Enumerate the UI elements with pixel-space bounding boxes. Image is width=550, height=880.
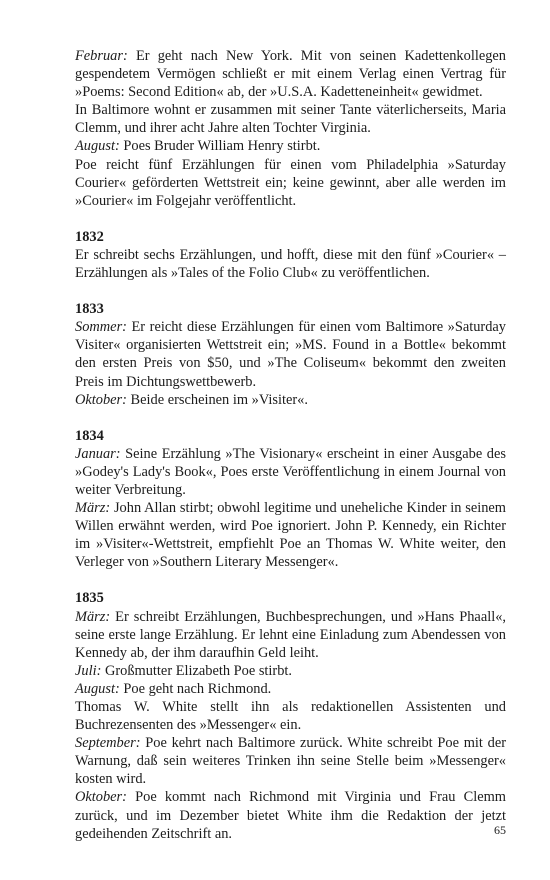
chronology-entry [75,156,506,210]
year-heading: 1832 [75,228,104,245]
entry-text: Er reicht diese Erzählungen für einen vom Baltimore »Saturday Visiter« organisierten Wettstreit ein; »MS. Found in a Bottle« bekommt den ersten Preis von $50, und »The Coliseum« bekommt den zweiten Preis im Dichtungswettbewerb. [75,319,506,390]
chronology-entry [75,788,506,842]
entry-month-label: März: [75,608,111,625]
entry-month-label: Juli: [75,662,102,679]
year-heading: 1834 [75,427,104,444]
entry-text: Seine Erzählung »The Visionary« erscheint in einer Ausgabe des »Godey's Lady's Book«, Poes erste Veröffentlichung in einem Journal von weiter Verbreitung. [75,445,506,498]
entry-text: Poe geht nach Richmond. [119,680,272,697]
year-section-1833 [75,300,506,409]
chronology-entry [75,101,506,137]
entry-text: Poes Bruder William Henry stirbt. [119,138,321,155]
chronology-entry [75,662,506,680]
entry-text: Er schreibt sechs Erzählungen, und hofft, diese mit den fünf »Courier« –Erzählungen als »Tales of the Folio Club« zu veröffentlichen. [75,246,506,282]
chronology-text [75,47,506,843]
entry-text: Beide erscheinen im »Visiter«. [126,391,308,408]
chronology-entry [75,698,506,734]
entry-text: Poe kommt nach Richmond mit Virginia und Frau Clemm zurück, und im Dezember bietet White ihm die Redaktion der jetzt gedeihenden Zeitschrift an. [75,789,506,842]
entry-month-label: März: [75,500,111,517]
year-section-1834 [75,427,506,572]
chronology-entry [75,47,506,101]
entry-month-label: Januar: [75,445,121,462]
entry-month-label: August: [75,680,120,697]
entry-month-label: August: [75,138,120,155]
entry-text: John Allan stirbt; obwohl legitime und uneheliche Kinder in seinem Willen erwähnt werden, wird Poe ignoriert. John P. Kennedy, ein Richter im »Visiter«-Wettstreit, empfiehlt Poe an Thomas W. White weiter, den Verleger von »Southern Literary Messenger«. [75,500,506,571]
year-section-intro [75,47,506,210]
entry-text: In Baltimore wohnt er zusammen mit seiner Tante väterlicherseits, Maria Clemm, und ihrer acht Jahre alten Tochter Virginia. [75,102,506,137]
chronology-entry [75,608,506,662]
entry-month-label: Februar: [75,48,128,64]
chronology-entry [75,391,506,409]
entry-text: Thomas W. White stellt ihn als redaktionellen Assistenten und Buchrezensenten des »Messenger« ein. [75,699,506,734]
chronology-entry [75,318,506,390]
chronology-entry [75,246,506,282]
page-number: 65 [494,823,506,837]
chronology-entry [75,680,506,698]
chronology-entry [75,734,506,788]
entry-month-label: Oktober: [75,391,127,408]
year-section-1835 [75,589,506,842]
year-heading: 1835 [75,590,104,607]
year-heading: 1833 [75,301,104,318]
chronology-entry [75,137,506,155]
chronology-entry [75,445,506,499]
entry-text: Er geht nach New York. Mit von seinen Kadettenkollegen gespendetem Vermögen schließt er mit einem Verlag einen Vertrag für »Poems: Second Edition« ab, der »U.S.A. Kadetteneinheit« gewidmet. [75,48,506,101]
entry-text: Poe kehrt nach Baltimore zurück. White schreibt Poe mit der Warnung, daß sein weiteres Trinken ihn seine Stelle beim »Messenger« kosten wird. [75,735,506,788]
entry-month-label: Sommer: [75,319,127,336]
entry-text: Poe reicht fünf Erzählungen für einen vom Philadelphia »Saturday Courier« geförderten Wettstreit ein; keine gewinnt, aber alle werden im »Courier« im Folgejahr veröffentlicht. [75,156,506,209]
entry-text: Großmutter Elizabeth Poe stirbt. [101,662,293,679]
entry-month-label: Oktober: [75,789,127,806]
year-section-1832 [75,228,506,282]
entry-text: Er schreibt Erzählungen, Buchbesprechungen, und »Hans Phaall«, seine erste lange Erzählung. Er lehnt eine Einladung zum Abendessen von Kennedy ab, der ihm daraufhin Geld leiht. [75,608,506,661]
chronology-entry [75,499,506,571]
entry-month-label: September: [75,735,141,752]
